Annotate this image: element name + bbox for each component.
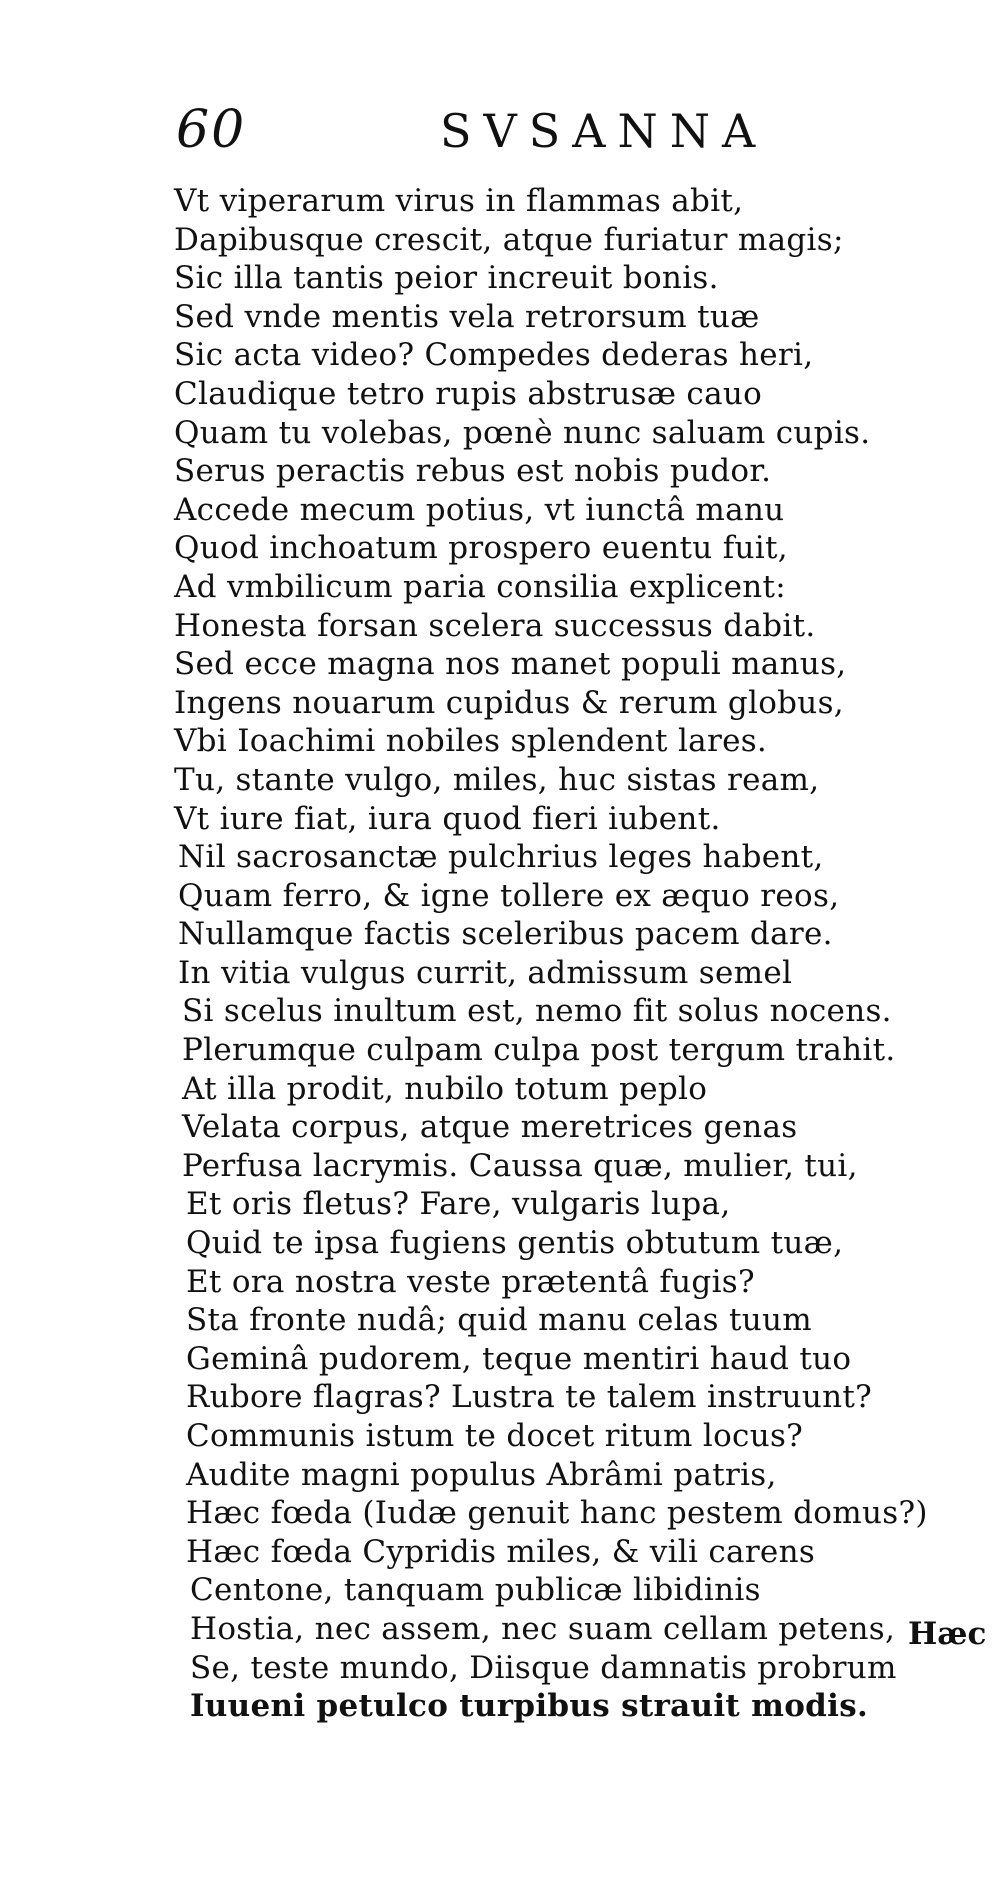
verse-line: Honesta forsan scelera successus dabit. <box>174 607 816 644</box>
verse-line: Audite magni populus Abrâmi patris, <box>186 1456 777 1493</box>
verse-line: Hostia, nec assem, nec suam cellam petens, <box>190 1610 896 1647</box>
verse-line: Velata corpus, atque meretrices genas <box>182 1109 798 1146</box>
verse-line: In vitia vulgus currit, admissum semel <box>178 954 793 991</box>
verse-line: Et oris fletus? Fare, vulgaris lupa, <box>186 1186 731 1223</box>
verse-line: Sed vnde mentis vela retrorsum tuæ <box>174 298 760 335</box>
verse-line: Tu, stante vulgo, miles, huc sistas ream, <box>174 761 820 798</box>
verse-line: Sta fronte nudâ; quid manu celas tuum <box>186 1302 812 1339</box>
verse-line: Geminâ pudorem, teque mentiri haud tuo <box>186 1340 852 1377</box>
verse-line: Hæc fœda Cypridis miles, & vili carens <box>186 1533 816 1570</box>
verse-line: Rubore flagras? Lustra te talem instruunt? <box>186 1379 873 1416</box>
verse-line: Nil sacrosanctæ pulchrius leges habent, <box>178 839 824 876</box>
verse-line: Vt viperarum virus in flammas abit, <box>174 183 744 219</box>
verse-line: Quam tu volebas, pœnè nunc saluam cupis. <box>174 414 871 451</box>
verse-line: Claudique tetro rupis abstrusæ cauo <box>174 375 763 412</box>
verse-line: Vbi Ioachimi nobiles splendent lares. <box>174 723 768 760</box>
verse-line: Ad vmbilicum paria consilia explicent: <box>174 568 787 605</box>
verse-line: Nullamque factis sceleribus pacem dare. <box>178 916 833 953</box>
verse-line: Si scelus inultum est, nemo fit solus nocens. <box>182 993 892 1030</box>
verse-line: Quid te ipsa fugiens gentis obtutum tuæ, <box>186 1225 844 1262</box>
verse-line: Vt iure fiat, iura quod fieri iubent. <box>174 800 721 837</box>
verse-line: Quod inchoatum prospero euentu fuit, <box>174 530 788 567</box>
page-number: 60 <box>176 100 247 160</box>
verse-line: Centone, tanquam publicæ libidinis <box>190 1572 761 1609</box>
verse-line: Sic acta video? Compedes dederas heri, <box>174 337 814 374</box>
verse-line: At illa prodit, nubilo totum peplo <box>182 1070 708 1107</box>
catchword: Hæc <box>908 1616 987 1652</box>
verse-line: Hæc fœda (Iudæ genuit hanc pestem domus?) <box>186 1495 928 1532</box>
verse-line: Sed ecce magna nos manet populi manus, <box>174 646 847 683</box>
running-title: SVSANNA <box>440 104 768 158</box>
verse-line: Communis istum te docet ritum locus? <box>186 1418 804 1454</box>
verse-line: Et ora nostra veste prætentâ fugis? <box>186 1263 755 1300</box>
verse-line: Ingens nouarum cupidus & rerum globus, <box>174 684 844 721</box>
verse-line: Perfusa lacrymis. Caussa quæ, mulier, tui, <box>182 1147 858 1184</box>
verse-line: Serus peractis rebus est nobis pudor. <box>174 453 772 490</box>
verse-line: Sic illa tantis peior increuit bonis. <box>174 260 719 297</box>
verse-line: Quam ferro, & igne tollere ex æquo reos, <box>178 877 840 914</box>
verse-block <box>174 182 934 1726</box>
verse-line: Iuueni petulco turpibus strauit modis. <box>190 1688 869 1725</box>
verse-line: Se, teste mundo, Diisque damnatis probrum <box>190 1649 897 1686</box>
verse-line: Accede mecum potius, vt iunctâ manu <box>174 491 785 528</box>
verse-line: Plerumque culpam culpa post tergum trahit. <box>182 1032 896 1069</box>
verse-line: Dapibusque crescit, atque furiatur magis; <box>174 221 844 258</box>
